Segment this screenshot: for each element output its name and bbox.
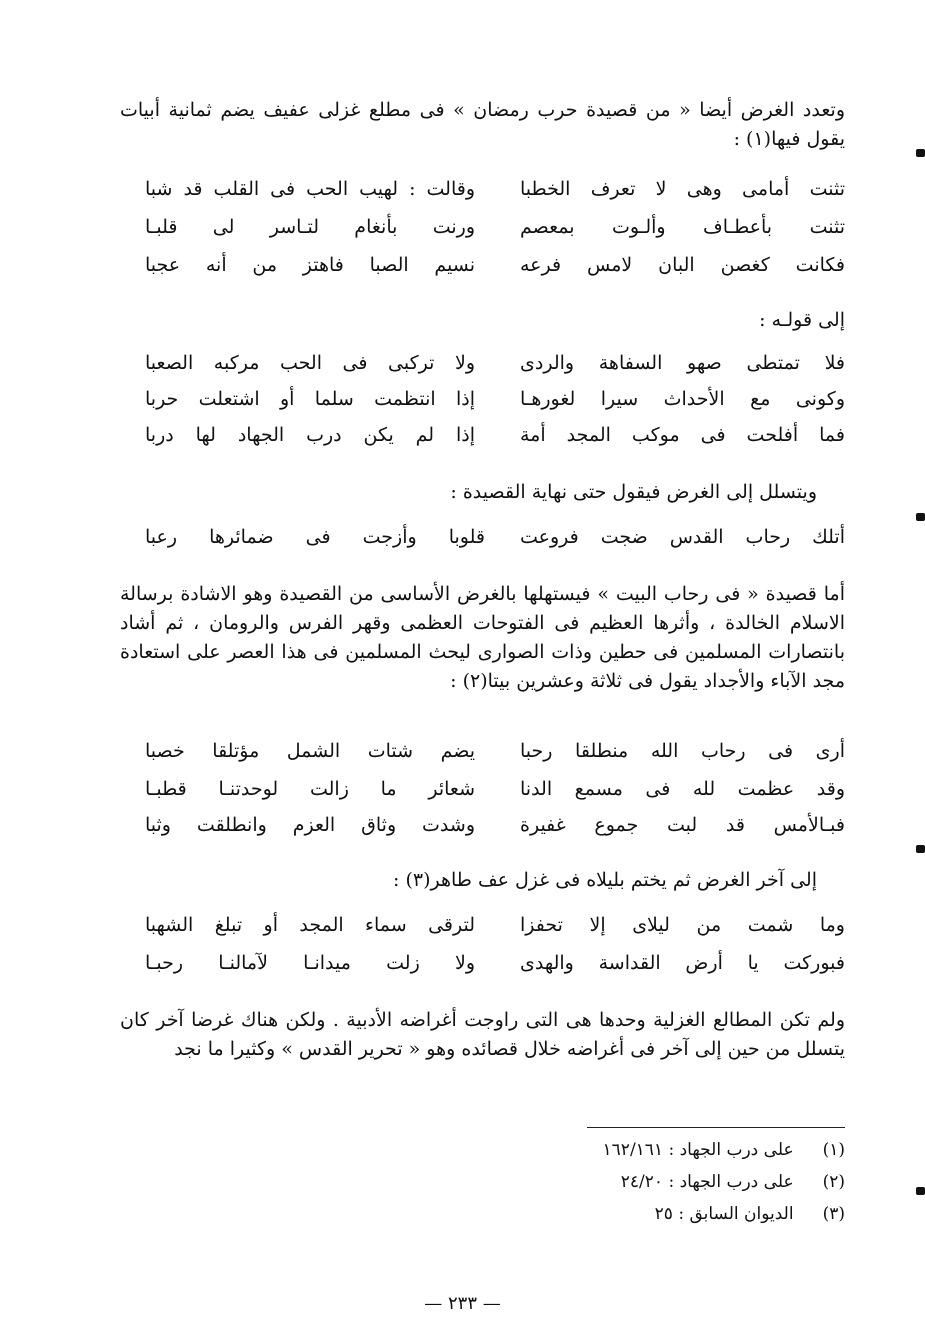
footnote-text: الديوان السابق : ٢٥	[654, 1204, 794, 1224]
second-hemistich: وقالت : لهيب الحب فى القلب قد شبا	[145, 178, 475, 200]
binding-mark	[916, 1187, 925, 1195]
second-hemistich: إذا لم يكن درب الجهاد لها دربا	[145, 424, 475, 446]
footnote-divider	[587, 1127, 845, 1128]
poem5-verse	[145, 952, 845, 988]
second-hemistich: ولا زلت ميدانـا لآمالنـا رحبـا	[145, 952, 475, 974]
second-hemistich: يضم شتات الشمل مؤتلقا خصبا	[145, 740, 475, 762]
poem1-verse	[145, 254, 845, 290]
first-hemistich: أرى فى رحاب الله منطلقا رحبا	[520, 740, 845, 762]
poem4-verse	[145, 814, 845, 850]
footnote-text: على درب الجهاد : ٢٤/٢٠	[620, 1172, 794, 1192]
first-hemistich: فكانت كغصن البان لامس فرعه	[520, 254, 845, 276]
footnote	[621, 1172, 845, 1198]
poem2-verse	[145, 424, 845, 460]
first-hemistich: تثنت بأعطـاف وألـوت بمعصم	[520, 216, 845, 238]
first-hemistich: فلا تمتطى صهو السفاهة والردى	[520, 352, 845, 374]
second-hemistich: قلوبا وأزجت فى ضمائرها رعبا	[145, 526, 485, 548]
intro-paragraph: وتعدد الغرض أيضا « من قصيدة حرب رمضان » فى مطلع غزلى عفيف يضم ثمانية أبيات يقول فيها(١) :	[120, 99, 845, 150]
first-hemistich: وقد عظمت لله فى مسمع الدنا	[520, 778, 845, 800]
body-paragraph: أما قصيدة « فى رحاب البيت » فيستهلها بالغرض الأساسى من القصيدة وهو الاشادة برسالة الاسلام الخالدة ، وأثرها العظيم فى الفتوحات العظمى وقهر الفرس والرومان ، ثم أشاد بانتصارات المسلمين فى حطين وذات الصوارى ليحث المسلمين فى هذا العصر على استعادة مجد الآباء والأجداد يقول فى ثلاثة وعشرين بيتا(٢) :	[120, 583, 845, 692]
second-hemistich: وشدت وثاق العزم وانطلقت وثبا	[145, 814, 475, 836]
poem2-verse	[145, 352, 845, 388]
binding-mark	[916, 149, 925, 157]
footnote	[603, 1140, 845, 1166]
first-hemistich: فما أفلحت فى موكب المجد أمة	[520, 424, 845, 446]
first-hemistich: فبـالأمس قد لبت جموع غفيرة	[520, 814, 845, 836]
page-number: — ٢٣٣ —	[424, 1293, 501, 1314]
first-hemistich: تثنت أمامى وهى لا تعرف الخطبا	[520, 178, 845, 200]
transition-line: ويتسلل إلى الغرض فيقول حتى نهاية القصيدة :	[450, 481, 817, 503]
second-hemistich: ولا تركبى فى الحب مركبه الصعبا	[145, 352, 475, 374]
poem3-verse	[145, 526, 845, 562]
first-hemistich: وما شمت من ليلاى إلا تحفزا	[520, 914, 845, 936]
footnote-number: (٢)	[822, 1172, 845, 1192]
poem2-verse	[145, 388, 845, 424]
second-hemistich: شعائر ما زالت لوحدتنـا قطبـا	[145, 778, 475, 800]
poem4-verse	[145, 740, 845, 776]
footnote	[655, 1204, 845, 1230]
closing-paragraph: ولم تكن المطالع الغزلية وحدها هى التى راوجت أغراضه الأدبية . ولكن هناك غرضا آخر كان يتسلل من حين إلى آخر فى أغراضه خلال قصائده وهو « تحرير القدس » وكثيرا ما نجد	[120, 1009, 845, 1060]
to-his-saying: إلى قولـه :	[759, 309, 845, 331]
binding-mark	[916, 513, 925, 521]
footnote-number: (١)	[822, 1140, 845, 1160]
second-hemistich: إذا انتظمت سلما أو اشتعلت حربا	[145, 388, 475, 410]
first-hemistich: فبوركت يا أرض القداسة والهدى	[520, 952, 845, 974]
poem4-verse	[145, 778, 845, 814]
binding-mark	[916, 845, 925, 853]
footnote-number: (٣)	[822, 1204, 845, 1224]
first-hemistich: وكونى مع الأحداث سيرا لغورهـا	[520, 388, 845, 410]
poem1-verse	[145, 216, 845, 252]
second-hemistich: نسيم الصبا فاهتز من أنه عجبا	[145, 254, 475, 276]
second-hemistich: لترقى سماء المجد أو تبلغ الشهبا	[145, 914, 475, 936]
footnote-text: على درب الجهاد : ١٦٢/١٦١	[602, 1140, 794, 1160]
poem5-verse	[145, 914, 845, 950]
first-hemistich: أتلك رحاب القدس ضجت فروعت	[520, 526, 845, 548]
transition-line: إلى آخر الغرض ثم يختم بليلاه فى غزل عف طاهر(٣) :	[393, 869, 817, 891]
poem1-verse	[145, 178, 845, 214]
second-hemistich: ورنت بأنغام لتـاسر لى قلبـا	[145, 216, 475, 238]
